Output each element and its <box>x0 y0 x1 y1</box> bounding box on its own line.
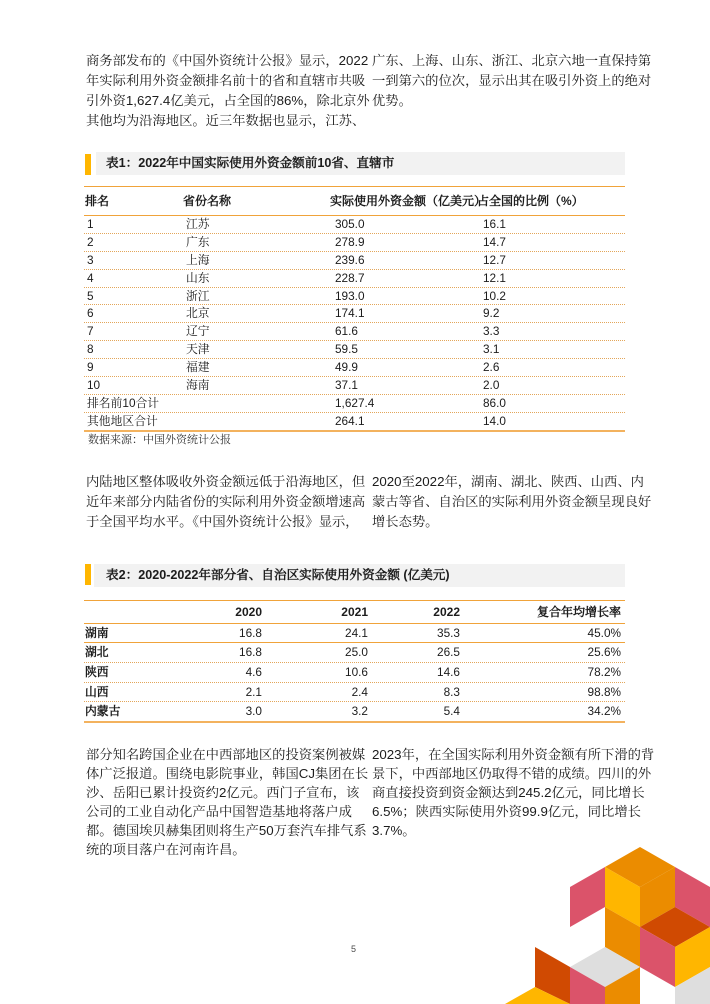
cube-face <box>675 967 710 1004</box>
cell-2020: 3.0 <box>245 704 262 719</box>
cell-total-label: 其他地区合计 <box>87 413 158 428</box>
cell-amount: 193.0 <box>335 288 365 303</box>
cube-face <box>570 947 640 987</box>
text-line: 商直接投资到资金额达到245.2亿元，同比增长 <box>372 785 645 800</box>
cell-2021: 10.6 <box>345 664 368 679</box>
table1-header-row <box>84 186 625 216</box>
cell-cagr: 98.8% <box>587 684 621 699</box>
cell-rank: 6 <box>87 306 94 321</box>
header-2022: 2022 <box>433 605 460 619</box>
cube-face <box>570 967 605 1004</box>
cell-amount: 264.1 <box>335 413 365 428</box>
cell-rank: 4 <box>87 270 94 285</box>
text-line: 体广泛报道。围绕电影院事业，韩国CJ集团在长 <box>86 766 369 781</box>
page-number: 5 <box>351 944 357 954</box>
para2-right-column <box>372 472 652 532</box>
cell-2020: 2.1 <box>245 684 262 699</box>
cell-province: 辽宁 <box>186 324 210 339</box>
table2-title: 表2：2020-2022年部分省、自治区实际使用外资金额 (亿美元) <box>106 568 450 582</box>
cube-face <box>505 987 570 1004</box>
table-row <box>84 234 625 252</box>
table-row <box>84 643 625 663</box>
cell-share: 14.0 <box>483 413 506 428</box>
cell-amount: 37.1 <box>335 378 358 393</box>
table1-title-accent <box>85 154 91 175</box>
header-cagr: 复合年均增长率 <box>536 605 621 619</box>
cell-rank: 9 <box>87 360 94 375</box>
cube-face <box>570 867 605 927</box>
text-line: 广东、上海、山东、浙江、北京六地一直保持第 <box>372 53 652 68</box>
cell-total-label: 排名前10合计 <box>87 395 160 410</box>
cell-2022: 5.4 <box>443 704 460 719</box>
text-line: 统的项目落户在河南许昌。 <box>86 842 246 857</box>
table-row <box>84 624 625 644</box>
cube-face <box>640 867 675 927</box>
header-2020: 2020 <box>235 605 262 619</box>
cube-face <box>605 967 640 1004</box>
cell-2020: 4.6 <box>245 664 262 679</box>
cell-2022: 8.3 <box>443 684 460 699</box>
cell-2022: 26.5 <box>437 645 460 660</box>
table-row <box>84 288 625 306</box>
cell-rank: 8 <box>87 342 94 357</box>
cell-share: 10.2 <box>483 288 506 303</box>
text-line: 蒙古等省、自治区的实际利用外资金额呈现良好 <box>372 494 652 509</box>
cell-province: 北京 <box>186 306 210 321</box>
cell-share: 16.1 <box>483 217 506 231</box>
header-amount: 实际使用外资金额（亿美元） <box>330 194 487 208</box>
table-row <box>84 377 625 395</box>
cell-province: 天津 <box>186 342 210 357</box>
cell-2020: 16.8 <box>239 625 262 640</box>
cube-face <box>605 867 640 927</box>
text-line: 增长态势。 <box>372 514 439 529</box>
cell-amount: 59.5 <box>335 342 358 357</box>
table1-title-bar <box>96 152 625 175</box>
table-row <box>84 252 625 270</box>
cell-cagr: 45.0% <box>587 625 621 640</box>
text-line: 于全国平均水平。《中国外资统计公报》显示， <box>86 514 359 529</box>
cube-face <box>675 867 710 927</box>
cell-region: 山西 <box>85 684 109 699</box>
cell-province: 广东 <box>186 234 210 249</box>
table2-title-bar <box>94 564 625 587</box>
text-line: 优势。 <box>372 93 412 108</box>
cell-province: 上海 <box>186 252 210 267</box>
cell-region: 湖北 <box>85 645 109 660</box>
cell-share: 12.7 <box>483 252 506 267</box>
cell-amount: 1,627.4 <box>335 395 375 410</box>
text-line: 沙、岳阳已累计投资约2亿元。西门子宣布，该 <box>86 785 360 800</box>
cell-region: 内蒙古 <box>85 704 121 719</box>
table-total-row <box>84 413 625 432</box>
table1 <box>84 186 625 432</box>
cell-region: 陕西 <box>85 664 109 679</box>
cube-face <box>605 907 640 967</box>
table-row <box>84 341 625 359</box>
cell-amount: 305.0 <box>335 217 365 231</box>
cell-2020: 16.8 <box>239 645 262 660</box>
table2-header-row <box>84 600 625 624</box>
text-line: 其他均为沿海地区。近三年数据也显示，江苏、 <box>86 113 366 128</box>
cell-rank: 3 <box>87 252 94 267</box>
table1-source-note: 数据来源：中国外资统计公报 <box>88 434 231 446</box>
cube-face <box>675 927 710 987</box>
text-line: 年实际利用外资金额排名前十的省和直辖市共吸 <box>86 73 366 88</box>
cell-province: 浙江 <box>186 288 210 303</box>
header-province: 省份名称 <box>183 194 232 208</box>
text-line: 2020至2022年，湖南、湖北、陕西、山西、内 <box>372 474 644 489</box>
cell-2022: 14.6 <box>437 664 460 679</box>
table-row <box>84 663 625 683</box>
table-row <box>84 216 625 234</box>
cell-share: 14.7 <box>483 234 506 249</box>
table-row <box>84 323 625 341</box>
table-total-row <box>84 395 625 413</box>
text-line: 都。德国埃贝赫集团则将生产50万套汽车排气系 <box>86 823 367 838</box>
cell-share: 3.3 <box>483 324 500 339</box>
cell-cagr: 34.2% <box>587 704 621 719</box>
text-line: 3.7%。 <box>372 823 416 838</box>
cell-amount: 228.7 <box>335 270 365 285</box>
cell-region: 湖南 <box>85 625 109 640</box>
cube-face <box>640 927 675 987</box>
cell-province: 海南 <box>186 378 210 393</box>
cell-rank: 1 <box>87 217 94 231</box>
text-line: 2023年，在全国实际利用外资金额有所下滑的背 <box>372 747 655 762</box>
para2-left-column <box>86 472 366 532</box>
text-line: 商务部发布的《中国外资统计公报》显示，2022 <box>86 53 369 68</box>
para3-left-column <box>86 745 369 859</box>
text-line: 6.5%；陕西实际使用外资99.9亿元，同比增长 <box>372 804 641 819</box>
table-row <box>84 683 625 703</box>
table-row <box>84 270 625 288</box>
text-line: 公司的工业自动化产品中国智造基地将落户成 <box>86 804 352 819</box>
cell-cagr: 25.6% <box>587 645 621 660</box>
cell-province: 山东 <box>186 270 210 285</box>
cell-share: 12.1 <box>483 270 506 285</box>
table-row <box>84 702 625 723</box>
text-line: 一到第六的位次，显示出其在吸引外资上的绝对 <box>372 73 652 88</box>
intro-right-column <box>372 51 652 111</box>
cell-2021: 3.2 <box>351 704 368 719</box>
cell-rank: 10 <box>87 378 101 393</box>
cell-amount: 174.1 <box>335 306 365 321</box>
cell-2021: 24.1 <box>345 625 368 640</box>
cell-amount: 49.9 <box>335 360 358 375</box>
cell-share: 2.6 <box>483 360 500 375</box>
text-line: 引外资1,627.4亿美元，占全国的86%，除北京外 <box>86 93 370 108</box>
cell-2021: 25.0 <box>345 645 368 660</box>
text-line: 近年来部分内陆省份的实际利用外资金额增速高 <box>86 494 366 509</box>
cell-share: 86.0 <box>483 395 506 410</box>
table-row <box>84 359 625 377</box>
table2-title-accent <box>85 564 91 585</box>
cell-rank: 7 <box>87 324 94 339</box>
text-line: 景下，中西部地区仍取得不错的成绩。四川的外 <box>372 766 652 781</box>
header-2021: 2021 <box>341 605 368 619</box>
cube-face <box>535 947 570 1004</box>
cell-rank: 5 <box>87 288 94 303</box>
cell-amount: 61.6 <box>335 324 358 339</box>
cell-share: 2.0 <box>483 378 500 393</box>
cell-amount: 278.9 <box>335 234 365 249</box>
cube-face <box>605 847 675 887</box>
table-row <box>84 305 625 323</box>
cell-2022: 35.3 <box>437 625 460 640</box>
cell-cagr: 78.2% <box>587 664 621 679</box>
header-rank: 排名 <box>85 194 110 208</box>
cell-province: 福建 <box>186 360 210 375</box>
text-line: 部分知名跨国企业在中西部地区的投资案例被媒 <box>86 747 366 762</box>
intro-left-column <box>86 51 370 131</box>
text-line: 内陆地区整体吸收外资金额远低于沿海地区，但 <box>86 474 366 489</box>
table1-title: 表1：2022年中国实际使用外资金额前10省、直辖市 <box>106 156 395 170</box>
cell-rank: 2 <box>87 234 94 249</box>
table2 <box>84 600 625 723</box>
cell-share: 3.1 <box>483 342 500 357</box>
para3-right-column <box>372 745 655 840</box>
cell-province: 江苏 <box>186 217 210 231</box>
cell-amount: 239.6 <box>335 252 365 267</box>
cell-2021: 2.4 <box>351 684 368 699</box>
header-share: 占全国的比例（%） <box>477 194 584 208</box>
cube-face <box>640 907 710 947</box>
cell-share: 9.2 <box>483 306 500 321</box>
